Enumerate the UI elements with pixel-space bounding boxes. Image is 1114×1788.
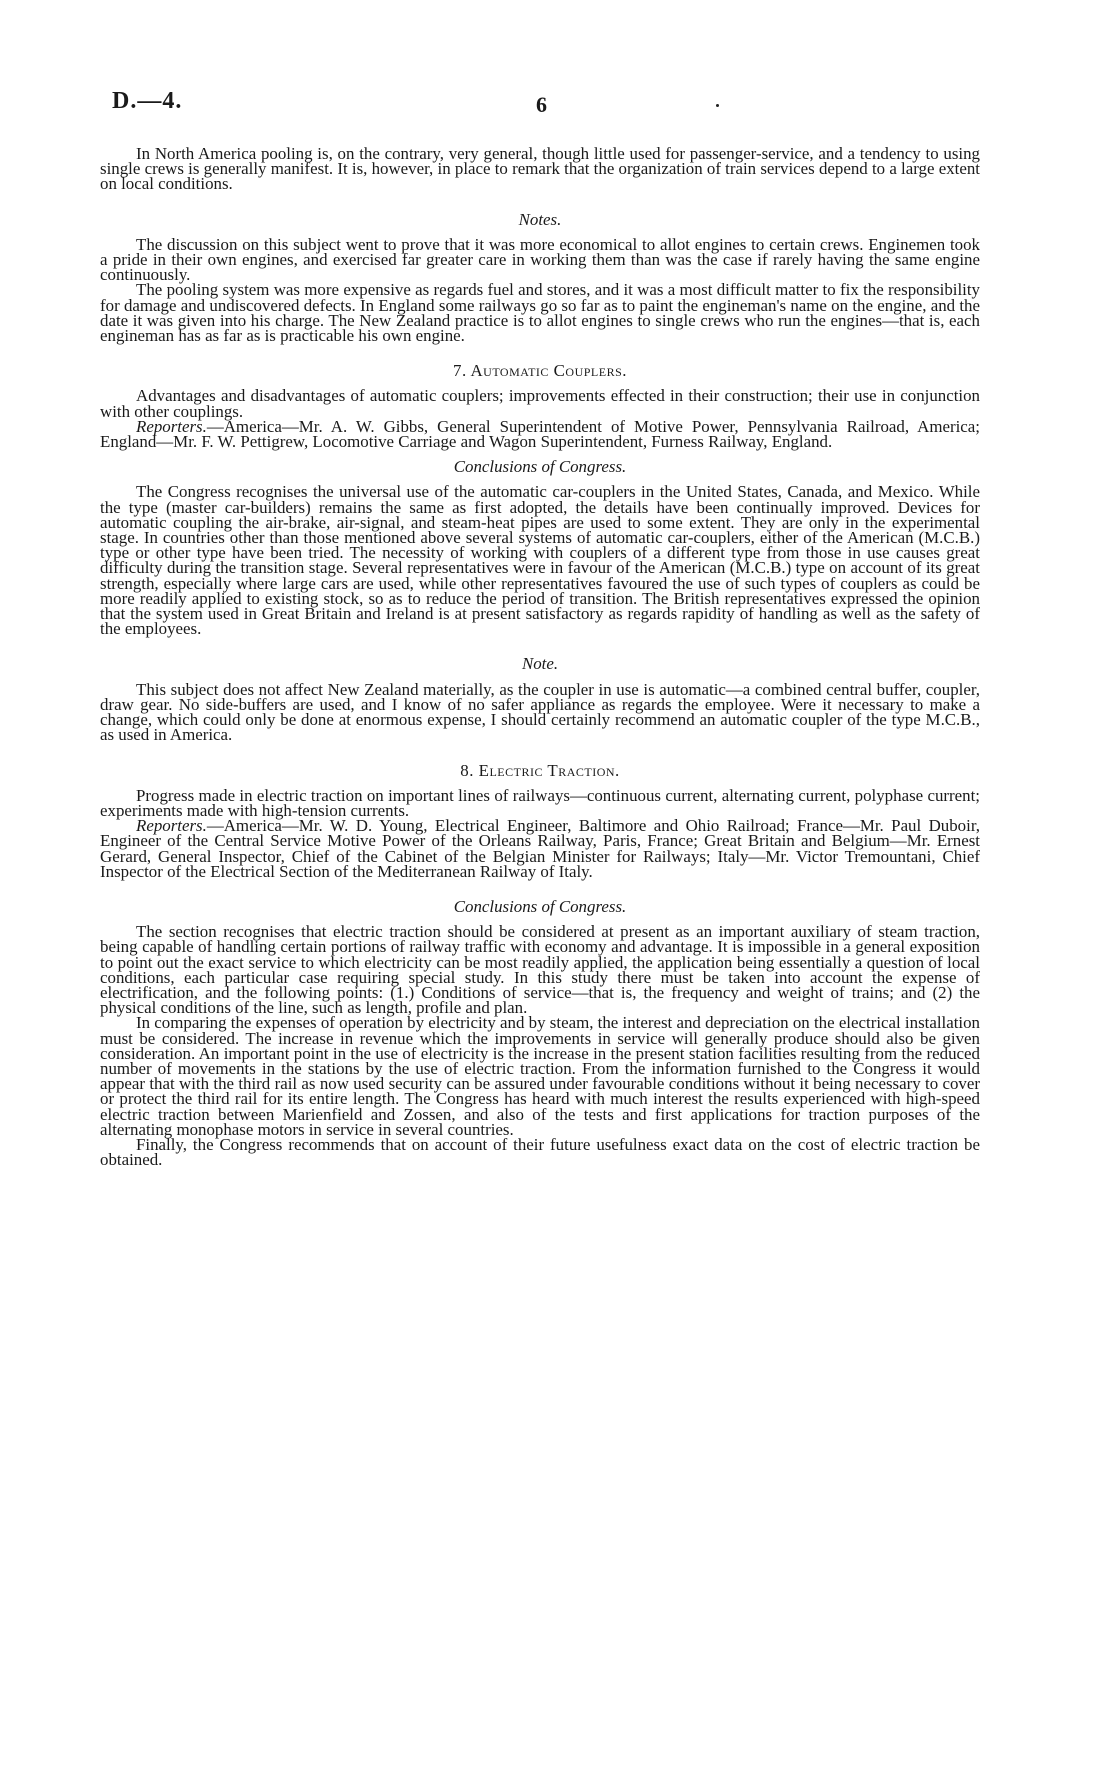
notes-heading: Notes. [518,209,562,229]
page-number: 6 [536,92,547,117]
section-7-heading: 7. Automatic Couplers. [453,361,627,381]
section-8-heading: 8. Electric Traction. [460,760,620,780]
section-7-reporters [100,416,980,452]
section-8-subject: Progress made in electric traction on important lines of railways—continuous current, alternating current, polyphase current; experiments made with high-tension currents. [100,785,980,820]
section-7-subject: Advantages and disadvantages of automatic couplers; improvements effected in their construction; their use in conjunction with other couplings. [100,386,980,421]
section-7-conclusions-heading: Conclusions of Congress. [453,457,627,477]
reporters-label: Reporters. [136,816,207,836]
section-8-paragraph-3: Finally, the Congress recommends that on account of their future usefulness exact data on the cost of electric traction be obtained. [100,1134,980,1170]
section-8-paragraph-2: In comparing the expenses of operation by electricity and by steam, the interest and depreciation on the electrical installation must be considered. The increase in revenue which the improvements in service will generally produce should also be given consideration. An important point in the use of electricity is the increase in the present station facilities resulting from the reduced number of movements in the stations by the use of electric traction. From the information furnished to the Congress it would appear that with the third rail as now used security can be assured under favourable conditions without it being necessary to cover or protect the third rail for its entire length. The Congress has heard with much interest the results experienced with high-speed electric traction between Marienfield and Zossen, and also of the tests and first applications for traction purposes of the alternating monophase motors in service in several countries. [100,1013,980,1139]
ink-dot [716,104,719,107]
reporters-text: —America—Mr. W. D. Young, Electrical Engineer, Baltimore and Ohio Railroad; France—Mr. Paul Duboir, Engineer of the Central Service Motive Power of the Orleans Railway, Paris, France; Great Britain and Belgium—Mr. Ernest Gerard, General Inspector, Chief of the Cabinet of the Belgian Minister for Railways; Italy—Mr. Victor Tremountani, Chief Inspector of the Electrical Section of the Mediterranean Railway of Italy. [100,816,980,881]
reporters-text: —America—Mr. A. W. Gibbs, General Superintendent of Motive Power, Pennsylvania Railroad, America; England—Mr. F. W. Pettigrew, Locomotive Carriage and Wagon Superintendent, Furness Railway, England. [100,416,980,452]
section-8-paragraph-1: The section recognises that electric traction should be considered at present as an important auxiliary of steam traction, being capable of handling certain portions of railway traffic with economy and advantage. It is impossible in a general exposition to point out the exact service to which electricity can be most readily applied, the application being essentially a question of local conditions, each particular case requiring special study. In this study there must be taken into account the expense of electrification, and the following points: (1.) Conditions of service—that is, the frequency and weight of trains; and (2) the physical conditions of the line, such as length, profile and plan. [100,922,980,1018]
section-7-conclusions: The Congress recognises the universal use of the automatic car-couplers in the United States, Canada, and Mexico. While the type (master car-builders) remains the same as first adopted, the details have been continually improved. Devices for automatic coupling the air-brake, air-signal, and steam-heat pipes are used to some extent. They are only in the experimental stage. In countries other than those mentioned above several systems of automatic car-couplers, either of the American (M.C.B.) type or other type have been tried. The necessity of working with couplers of a different type from those in use causes great difficulty during the transition stage. Several representatives were in favour of the American (M.C.B.) type on account of its great strength, especially where large cars are used, while other representatives favoured the use of such types of couplers as could be more readily applied to existing stock, so as to reduce the period of transition. The British representatives expressed the opinion that the system used in Great Britain and Ireland is at present satisfactory as regards rapidity of handling as well as the safety of the employees. [100,482,980,639]
section-7-note-heading: Note. [521,654,559,674]
intro-paragraph: In North America pooling is, on the contrary, very general, though little used for passenger-service, and a tendency to using single crews is generally manifest. It is, however, in place to remark that the organization of train services depend to a large extent on local conditions. [100,144,980,194]
notes-paragraph-1: The discussion on this subject went to prove that it was more economical to allot engines to certain crews. Enginemen took a pride in their own engines, and exercised far greater care in working them than was the case if rarely having the same engine continuously. [100,234,980,285]
document-body [100,144,980,1170]
reporters-label: Reporters. [136,416,207,436]
section-8-conclusions-heading: Conclusions of Congress. [453,896,627,916]
section-8-reporters [100,818,980,879]
notes-paragraph-2: The pooling system was more expensive as regards fuel and stores, and it was a most difficult matter to fix the responsibility for damage and undiscovered defects. In England some railways go so far as to paint the engineman's name on the engine, and the date it was given into his charge. The New Zealand practice is to allot engines to single crews who run the engines—that is, each engineman has as far as is practicable his own engine. [100,280,980,346]
document-reference: D.—4. [112,88,183,114]
section-7-note: This subject does not affect New Zealand materially, as the coupler in use is automatic—a combined central buffer, coupler, draw gear. No side-buffers are used, and I know of no safer appliance as regards the employee. Were it necessary to make a change, which could only be done at enormous expense, I should certainly recommend an automatic coupler of the type M.C.B., as used in America. [100,679,980,745]
